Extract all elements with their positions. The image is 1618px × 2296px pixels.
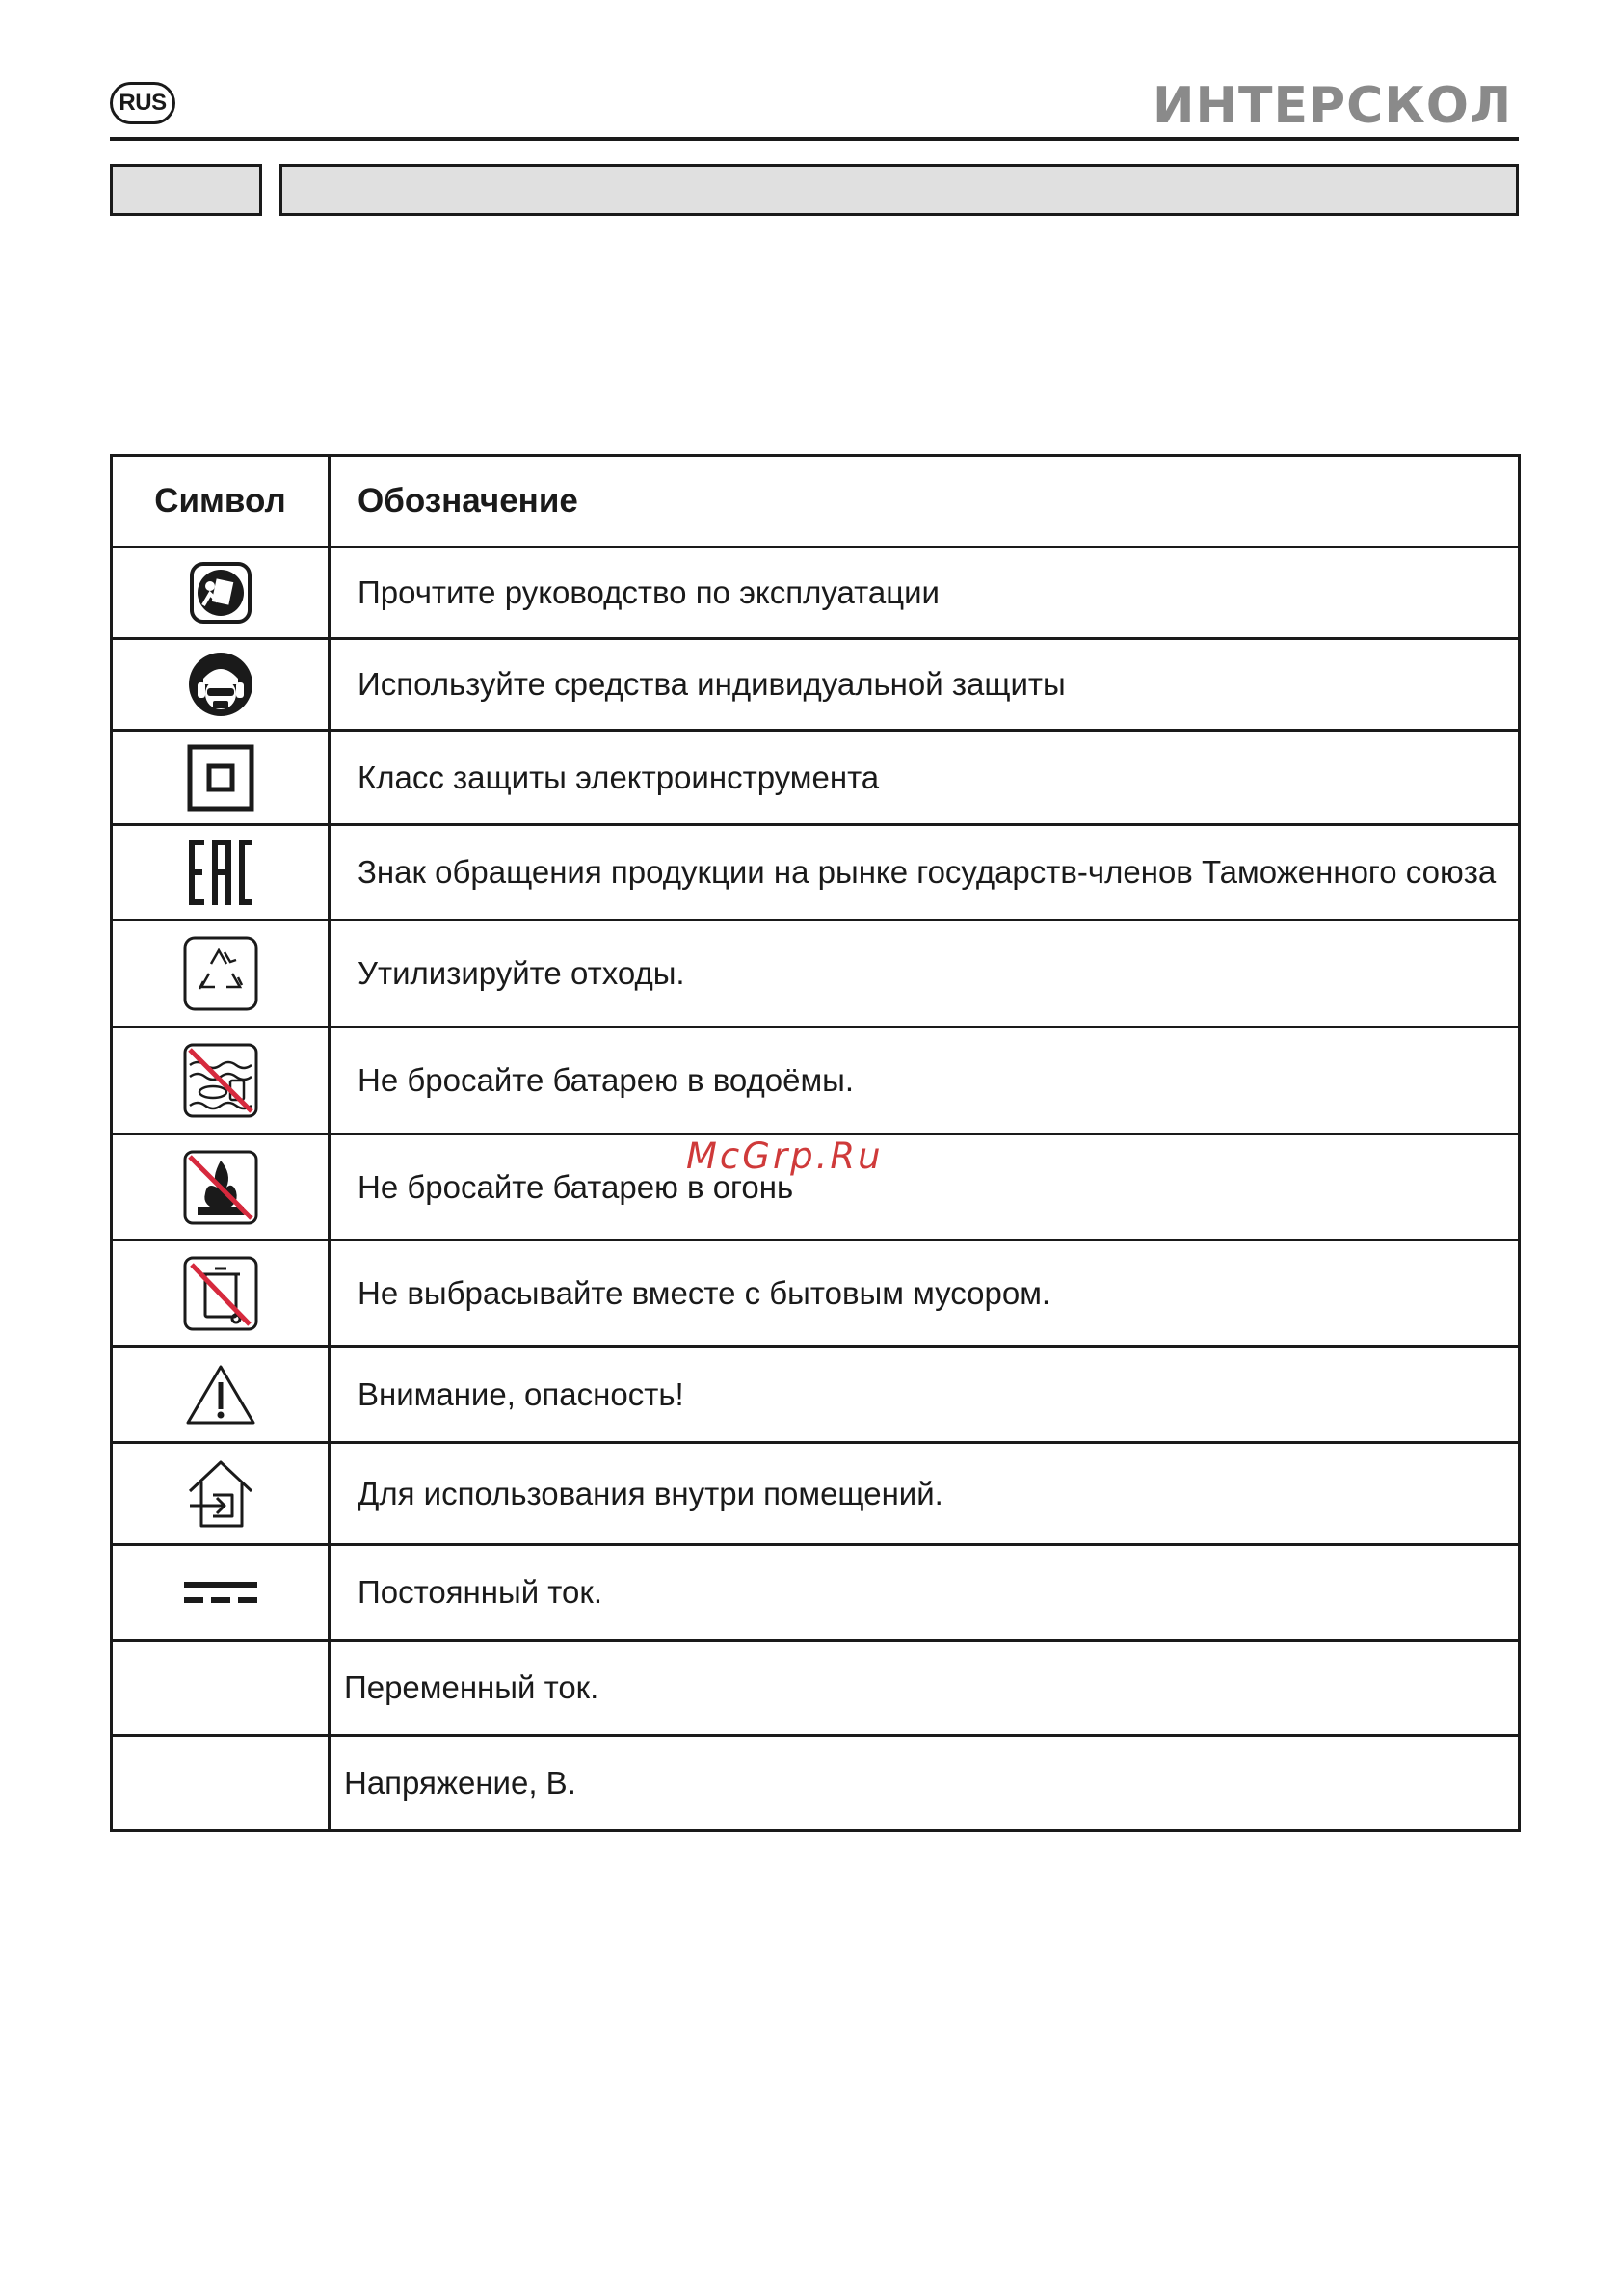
row-text: Постоянный ток. [330,1545,1520,1641]
table-row [112,1443,1520,1545]
row-text: Внимание, опасность! [330,1347,1520,1443]
row-text: Знак обращения продукции на рынке государств-членов Таможенного союза [330,825,1520,921]
table-row [112,639,1520,731]
table-header-row [112,456,1520,547]
warning-icon [184,1363,257,1427]
watermark: McGrp.Ru [686,1135,884,1177]
row-text: Не бросайте батарею в огонь [330,1135,1520,1241]
row-text: Напряжение, В. [330,1736,1520,1831]
row-text: Прочтите руководство по эксплуатации [330,547,1520,639]
section-number-box [110,164,262,216]
indoor-use-icon [186,1458,255,1530]
language-badge: RUS [110,82,175,124]
column-header-meaning: Обозначение [330,456,1520,547]
section-title-box [279,164,1519,216]
row-text: Не выбрасывайте вместе с бытовым мусором. [330,1241,1520,1347]
table-row [112,921,1520,1028]
manual-icon [189,561,252,625]
row-text: Для использования внутри помещений. [330,1443,1520,1545]
row-text: Используйте средства индивидуальной защиты [330,639,1520,731]
table-row [112,1545,1520,1641]
header-rule [110,137,1519,141]
table-row [112,1028,1520,1135]
direct-current-icon [182,1578,259,1607]
empty-symbol-cell [112,1736,330,1831]
table-row [112,1347,1520,1443]
table-row [112,731,1520,825]
brand-name: ИНТЕРСКОЛ [1153,77,1513,135]
no-water-disposal-icon [182,1042,259,1119]
table-row [112,825,1520,921]
no-household-waste-icon [182,1255,259,1332]
row-text: Утилизируйте отходы. [330,921,1520,1028]
table-row [112,1641,1520,1736]
protective-equipment-icon [186,650,255,719]
empty-symbol-cell [112,1641,330,1736]
table-row [112,1736,1520,1831]
table-row [112,1241,1520,1347]
row-text: Класс защиты электроинструмента [330,731,1520,825]
column-header-symbol: Символ [112,456,330,547]
table-row [112,547,1520,639]
recycle-icon [182,935,259,1012]
row-text: Переменный ток. [330,1641,1520,1736]
no-fire-icon [182,1149,259,1226]
brand-logo [1153,73,1519,135]
eac-mark-icon [187,838,254,907]
protection-class-icon [187,744,254,812]
row-text: Не бросайте батарею в водоёмы. [330,1028,1520,1135]
